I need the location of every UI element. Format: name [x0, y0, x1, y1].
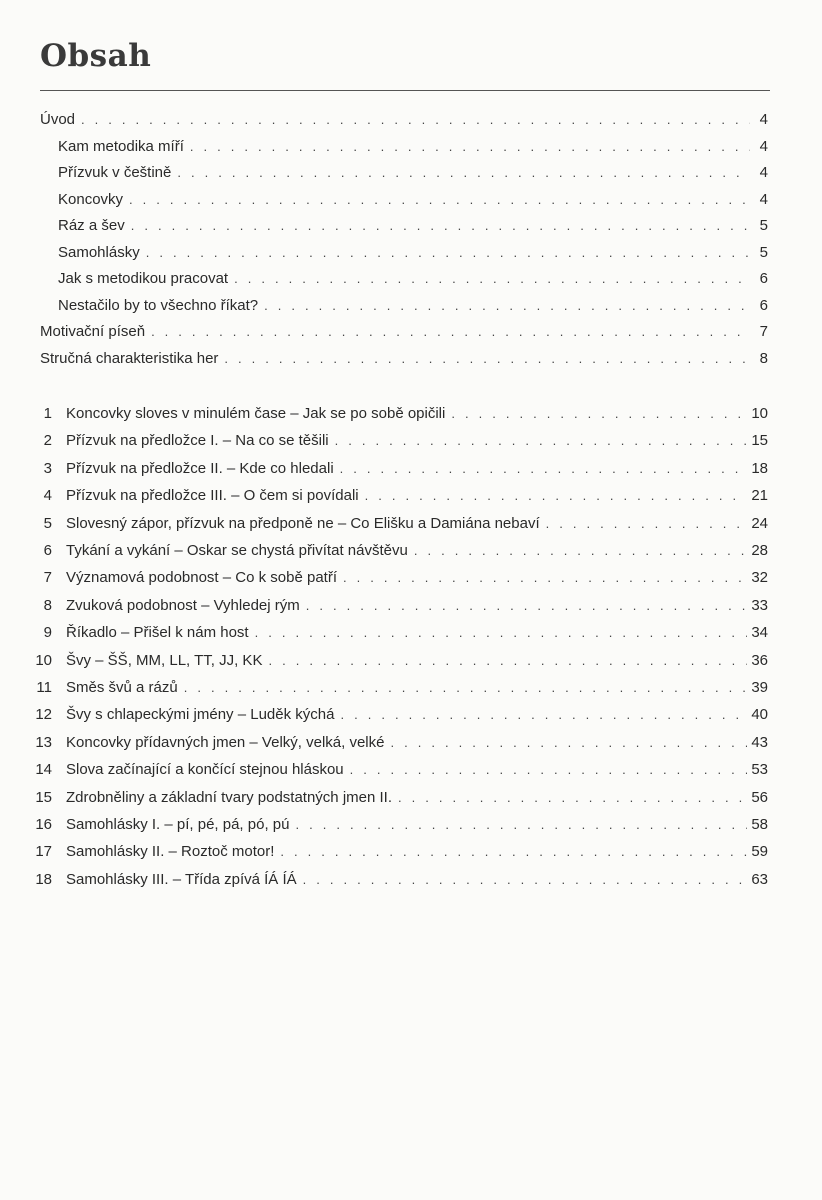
dot-leader [146, 243, 750, 263]
toc-game-entry [30, 596, 768, 616]
toc-game-entry [30, 870, 768, 890]
toc-entry-page: 34 [751, 624, 768, 642]
dot-leader [81, 110, 750, 130]
toc-entry-page: 8 [759, 349, 768, 367]
toc-entry-number: 18 [35, 870, 52, 888]
toc-subsection-entry [58, 269, 768, 289]
toc-game-entry [30, 705, 768, 725]
toc-game-entry [30, 459, 768, 479]
toc-entry-page: 43 [751, 733, 768, 751]
dot-leader [131, 216, 750, 236]
toc-game-entry [30, 815, 768, 835]
toc-entry-number: 16 [35, 816, 52, 833]
toc-entry-label: Koncovky [58, 190, 124, 208]
toc-entry-number: 10 [35, 651, 52, 669]
toc-entry-number: 15 [35, 788, 52, 806]
toc-entry-label: Samohlásky II. – Roztoč motor! [66, 843, 275, 861]
toc-subsection-entry [58, 190, 768, 210]
dot-leader [365, 486, 748, 506]
toc-entry-page: 10 [751, 405, 768, 422]
toc-game-entry [30, 404, 768, 424]
toc-entry-page: 21 [751, 487, 768, 505]
toc-entry-label: Směs švů a rázů [66, 679, 178, 696]
toc-entry-number: 2 [43, 432, 52, 450]
toc-entry-label: Úvod [40, 111, 76, 128]
toc-entry-label: Samohlásky III. – Třída zpívá ÍÁ ÍÁ [66, 870, 297, 888]
toc-entry-number: 6 [43, 542, 52, 559]
toc-entry-label: Slovesný zápor, přízvuk na předponě ne – Co Elišku a Damiána nebaví [66, 514, 540, 532]
toc-entry-label: Švy s chlapeckými jmény – Luděk kýchá [66, 706, 335, 724]
toc-entry-page: 36 [751, 651, 768, 669]
toc-game-entry [30, 431, 768, 451]
toc-entry-label: Říkadlo – Přišel k nám host [66, 624, 249, 642]
toc-entry-label: Stručná charakteristika her [40, 349, 219, 367]
toc-entry-page: 40 [751, 706, 768, 724]
dot-leader [234, 269, 750, 289]
toc-entry-number: 12 [35, 706, 52, 724]
toc-entry-number: 9 [43, 624, 52, 642]
toc-game-entry [30, 514, 768, 534]
toc-subsection-entry [58, 137, 768, 157]
toc-game-entry [30, 623, 768, 643]
title-rule [40, 90, 770, 91]
dot-leader [255, 623, 748, 643]
toc-entry-label: Švy – ŠŠ, MM, LL, TT, JJ, KK [66, 651, 263, 669]
toc-entry-label: Koncovky sloves v minulém čase – Jak se po sobě opičili [66, 405, 446, 422]
toc-entry-number: 3 [43, 459, 52, 477]
toc-game-entry [30, 568, 768, 588]
toc-section-entry [40, 110, 768, 130]
toc-game-entry [30, 842, 768, 862]
toc-game-entry [30, 541, 768, 561]
toc-entry-page: 4 [759, 111, 768, 128]
toc-game-entry [30, 678, 768, 698]
toc-entry-number: 13 [35, 733, 52, 751]
dot-leader [350, 760, 748, 780]
toc-entry-page: 15 [751, 432, 768, 450]
toc-entry-label: Tykání a vykání – Oskar se chystá přivítat návštěvu [66, 542, 408, 559]
toc-entry-page: 63 [751, 870, 768, 888]
toc-section-entry [40, 322, 768, 342]
toc-entry-page: 4 [759, 164, 768, 181]
toc-entry-label: Přízvuk na předložce II. – Kde co hledali [66, 459, 334, 477]
toc-section-entry [40, 349, 768, 369]
toc-entry-page: 28 [751, 542, 768, 559]
toc-entry-page: 5 [759, 243, 768, 261]
dot-leader [190, 137, 750, 157]
toc-game-entry [30, 486, 768, 506]
toc-entry-number: 1 [43, 405, 52, 422]
page-title: Obsah [40, 38, 152, 74]
toc-entry-page: 7 [759, 323, 768, 340]
toc-entry-page: 32 [751, 569, 768, 587]
toc-entry-page: 53 [751, 761, 768, 779]
toc-entry-page: 59 [751, 843, 768, 861]
dot-leader [184, 678, 748, 698]
toc-game-entry [30, 733, 768, 753]
toc-entry-number: 5 [43, 514, 52, 532]
toc-entry-page: 58 [751, 816, 768, 833]
toc-game-entry [30, 651, 768, 671]
toc-entry-number: 17 [35, 843, 52, 861]
toc-entry-label: Zvuková podobnost – Vyhledej rým [66, 596, 300, 614]
toc-entry-label: Přízvuk v češtině [58, 164, 172, 181]
toc-entry-label: Jak s metodikou pracovat [58, 270, 229, 287]
dot-leader [391, 733, 748, 753]
toc-entry-label: Slova začínající a končící stejnou hláskou [66, 761, 344, 779]
dot-leader [268, 651, 747, 671]
toc-entry-label: Koncovky přídavných jmen – Velký, velká, velké [66, 733, 385, 751]
dot-leader [264, 296, 750, 316]
toc-entry-page: 56 [751, 788, 768, 806]
toc-game-entry [30, 788, 768, 808]
toc-subsection-entry [58, 243, 768, 263]
dot-leader [398, 788, 747, 808]
toc-entry-label: Přízvuk na předložce III. – O čem si povídali [66, 487, 359, 505]
dot-leader [546, 514, 748, 534]
dot-leader [224, 349, 750, 369]
toc-entry-label: Samohlásky [58, 243, 140, 261]
toc-entry-page: 33 [751, 596, 768, 614]
dot-leader [177, 163, 750, 183]
toc-entry-label: Motivační píseň [40, 323, 146, 340]
toc-entry-page: 6 [759, 296, 768, 314]
dot-leader [306, 596, 748, 616]
toc-subsection-entry [58, 296, 768, 316]
toc-subsection-entry [58, 216, 768, 236]
toc-entry-label: Samohlásky I. – pí, pé, pá, pó, pú [66, 816, 290, 833]
toc-game-entry [30, 760, 768, 780]
dot-leader [280, 842, 747, 862]
toc-entry-label: Zdrobněliny a základní tvary podstatných jmen II. [66, 788, 393, 806]
dot-leader [414, 541, 747, 561]
dot-leader [295, 815, 747, 835]
toc-entry-number: 7 [43, 569, 52, 587]
toc-entry-label: Významová podobnost – Co k sobě patří [66, 569, 337, 587]
toc-entry-label: Nestačilo by to všechno říkat? [58, 296, 259, 314]
toc-entry-number: 8 [43, 596, 52, 614]
dot-leader [303, 870, 748, 890]
toc-entry-page: 18 [751, 459, 768, 477]
dot-leader [343, 568, 747, 588]
toc-entry-number: 11 [36, 679, 52, 696]
toc-entry-page: 24 [751, 514, 768, 532]
dot-leader [335, 431, 748, 451]
dot-leader [151, 322, 750, 342]
toc-entry-page: 4 [759, 190, 768, 208]
dot-leader [340, 459, 748, 479]
dot-leader [129, 190, 750, 210]
toc-entry-number: 14 [35, 761, 52, 779]
toc-subsection-entry [58, 163, 768, 183]
toc-entry-number: 4 [43, 487, 52, 505]
toc-entry-page: 4 [759, 137, 768, 155]
toc-entry-page: 5 [759, 217, 768, 234]
toc-entry-label: Přízvuk na předložce I. – Na co se těšili [66, 432, 329, 450]
toc-entry-label: Kam metodika míří [58, 137, 184, 155]
dot-leader [451, 404, 747, 424]
toc-entry-page: 6 [759, 270, 768, 287]
dot-leader [340, 705, 747, 725]
toc-entry-label: Ráz a šev [58, 217, 125, 234]
toc-entry-page: 39 [751, 679, 768, 696]
